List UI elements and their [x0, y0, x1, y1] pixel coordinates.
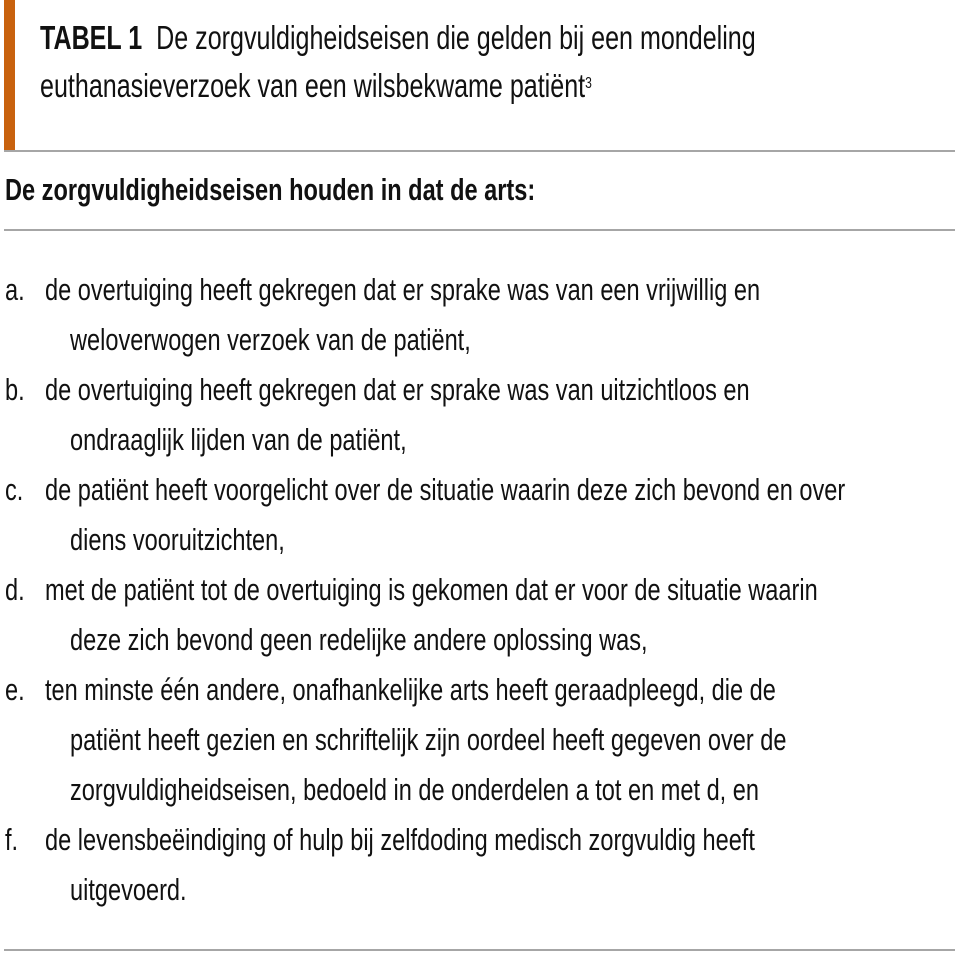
- list-item-text: patiënt heeft gezien en schriftelijk zijn oordeel heeft gegeven over de: [70, 722, 787, 757]
- list-item-text: deze zich bevond geen redelijke andere oplossing was,: [70, 622, 648, 657]
- accent-bar: [4, 0, 15, 150]
- list-item-text: de patiënt heeft voorgelicht over de situatie waarin deze zich bevond en over: [45, 472, 846, 507]
- list-item-text: ondraaglijk lijden van de patiënt,: [70, 422, 407, 457]
- title-text: De zorgvuldigheidseisen die gelden bij een mondeling: [156, 19, 756, 56]
- list-item-letter: a.: [5, 272, 25, 307]
- list-item-text: met de patiënt tot de overtuiging is gekomen dat er voor de situatie waarin: [45, 572, 818, 607]
- table-title-line-2: [40, 68, 592, 104]
- list-item-letter: e.: [5, 672, 25, 707]
- list-item-text: weloverwogen verzoek van de patiënt,: [70, 322, 471, 357]
- list-item-text: de overtuiging heeft gekregen dat er sprake was van een vrijwillig en: [45, 272, 761, 307]
- divider: [4, 949, 955, 951]
- divider: [4, 150, 955, 152]
- list-item-text: diens vooruitzichten,: [70, 522, 285, 557]
- list-item-text: ten minste één andere, onafhankelijke arts heeft geraadpleegd, die de: [45, 672, 776, 707]
- title-text: euthanasieverzoek van een wilsbekwame patiënt: [40, 67, 586, 104]
- list-item-text: de levensbeëindiging of hulp bij zelfdoding medisch zorgvuldig heeft: [45, 822, 755, 857]
- list-item-letter: f.: [5, 822, 19, 857]
- list-item-letter: c.: [5, 472, 24, 507]
- list-item-text: uitgevoerd.: [70, 872, 187, 907]
- table-title-line-1: [40, 20, 756, 56]
- footnote-ref: 3: [585, 75, 592, 92]
- list-item-text: de overtuiging heeft gekregen dat er sprake was van uitzichtloos en: [45, 372, 750, 407]
- list-item-text: zorgvuldigheidseisen, bedoeld in de onderdelen a tot en met d, en: [70, 772, 759, 807]
- table-label: TABEL 1: [40, 19, 143, 56]
- table-heading: De zorgvuldigheidseisen houden in dat de arts:: [5, 172, 536, 207]
- divider: [4, 229, 955, 231]
- list-item-letter: d.: [5, 572, 25, 607]
- list-item-letter: b.: [5, 372, 25, 407]
